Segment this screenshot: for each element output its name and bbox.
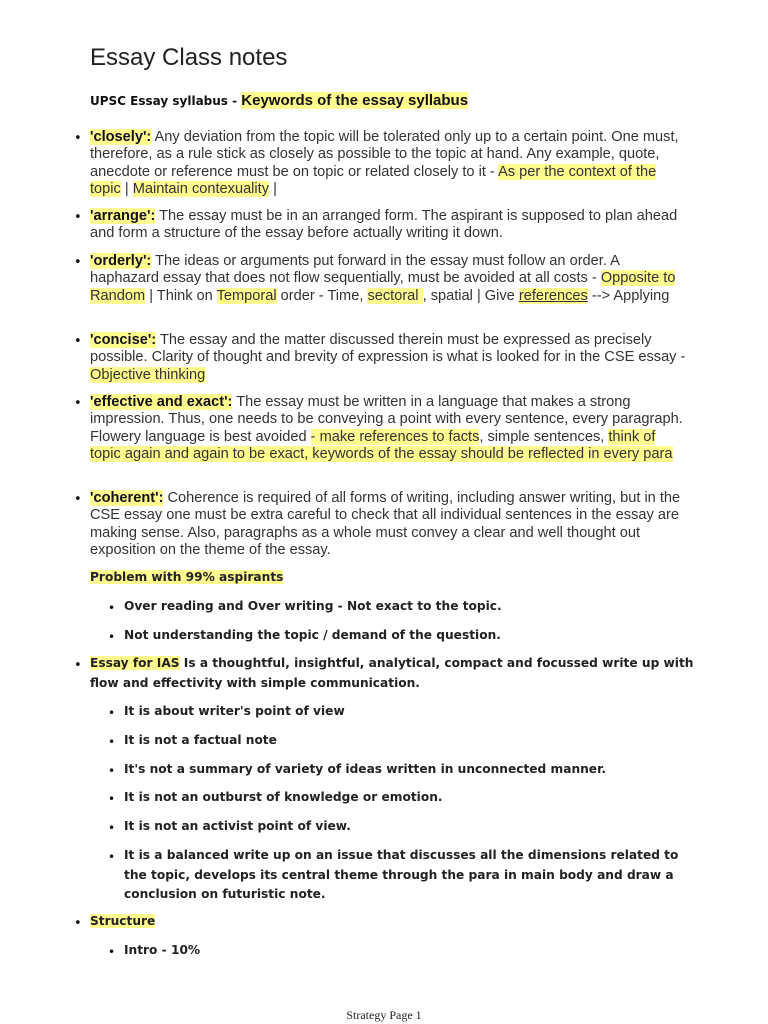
bullet-marker: • bbox=[74, 255, 82, 270]
text: --> Applying bbox=[587, 287, 670, 304]
bullet-marker: • bbox=[108, 630, 116, 644]
bullet-marker: • bbox=[74, 131, 82, 146]
text: | Think on bbox=[145, 287, 217, 304]
point-coherent bbox=[90, 490, 690, 560]
term-closely: 'closely': bbox=[90, 129, 152, 145]
ias-text: Is a thoughtful, insightful, analytical, compact and focussed write up with flow and effectivity with simple communication. bbox=[90, 656, 694, 690]
ias-point: It is a balanced write up on an issue that discusses all the dimensions related to the topic, develops its central theme through the para in main body and draw a conclusion on futuristic note. bbox=[124, 848, 679, 901]
text: The essay and the matter discussed therein must be expressed as precisely possible. Clarity of thought and brevity of expression is what is looked for in the CSE essay - bbox=[90, 332, 686, 366]
bullet-marker: • bbox=[108, 792, 116, 806]
highlight: Objective thinking bbox=[90, 366, 206, 383]
text: , spatial | Give bbox=[422, 287, 519, 304]
highlight: sectoral bbox=[367, 287, 423, 304]
essay-for-ias bbox=[90, 654, 696, 693]
ias-point: It is not an outburst of knowledge or emotion. bbox=[124, 790, 443, 804]
page-footer: Strategy Page 1 bbox=[346, 1008, 422, 1022]
page-title: Essay Class notes bbox=[90, 44, 288, 71]
text: | bbox=[269, 181, 277, 198]
problem-point: Not understanding the topic / demand of the question. bbox=[124, 628, 501, 642]
problem-heading-text: Problem with 99% aspirants bbox=[90, 570, 284, 584]
point-effective-exact bbox=[90, 394, 690, 464]
highlight: As per the context of the topic bbox=[90, 163, 657, 198]
bullet-marker: • bbox=[74, 396, 82, 411]
point-orderly bbox=[90, 253, 690, 305]
highlight: Opposite to Random bbox=[90, 270, 676, 304]
term-orderly: 'orderly': bbox=[90, 253, 152, 269]
syllabus-line bbox=[90, 92, 468, 109]
structure-heading bbox=[90, 912, 155, 932]
structure-point: Intro - 10% bbox=[124, 943, 201, 957]
highlight: think of topic again and again to be exact, keywords of the essay should be reflected in every para bbox=[90, 428, 673, 463]
bullet-marker: • bbox=[108, 601, 116, 615]
text: The essay must be written in a language that makes a strong impression. Thus, one needs to be conveying a point with every sentence, every paragraph. Flowery language is best avoided bbox=[90, 394, 683, 445]
text: The essay must be in an arranged form. The aspirant is supposed to plan ahead and form a structure of the essay before actually writing it down. bbox=[90, 208, 678, 242]
point-concise bbox=[90, 332, 690, 384]
bullet-marker: • bbox=[74, 334, 82, 349]
highlight-link: references bbox=[518, 287, 588, 304]
term-effective-exact: 'effective and exact': bbox=[90, 394, 233, 410]
bullet-marker: • bbox=[74, 492, 82, 507]
bullet-marker: • bbox=[108, 764, 116, 778]
ias-point: It is about writer's point of view bbox=[124, 704, 345, 718]
point-arrange bbox=[90, 208, 690, 243]
ias-point: It is not an activist point of view. bbox=[124, 819, 351, 833]
syllabus-keywords: Keywords of the essay syllabus bbox=[241, 92, 469, 109]
ias-point: It is not a factual note bbox=[124, 733, 277, 747]
text: order - Time, bbox=[276, 287, 368, 304]
ias-label: Essay for IAS bbox=[90, 656, 180, 670]
text: Any deviation from the topic will be tolerated only up to a certain point. One must, therefore, as a rule stick as closely as possible to the topic at hand. Any example, quote, anecdote or reference must be on topic or related closely to it - bbox=[90, 129, 679, 180]
bullet-marker: • bbox=[108, 706, 116, 720]
highlight: Maintain contexuality bbox=[132, 181, 270, 198]
term-coherent: 'coherent': bbox=[90, 490, 164, 506]
bullet-marker: • bbox=[108, 850, 116, 864]
ias-point: It's not a summary of variety of ideas written in unconnected manner. bbox=[124, 762, 606, 776]
text: The ideas or arguments put forward in the essay must follow an order. A haphazard essay that does not flow sequentially, must be avoided at all costs - bbox=[90, 253, 620, 287]
bullet-marker: • bbox=[74, 658, 82, 673]
problem-heading bbox=[90, 568, 283, 588]
bullet-marker: • bbox=[108, 735, 116, 749]
bullet-marker: • bbox=[74, 916, 82, 931]
bullet-marker: • bbox=[74, 210, 82, 225]
term-arrange: 'arrange': bbox=[90, 208, 156, 224]
text: , simple sentences, bbox=[479, 428, 609, 445]
term-concise: 'concise': bbox=[90, 332, 157, 348]
point-closely bbox=[90, 129, 690, 199]
highlight: - make references to facts bbox=[310, 428, 480, 445]
bullet-marker: • bbox=[108, 821, 116, 835]
text: | bbox=[120, 181, 133, 198]
structure-label: Structure bbox=[90, 914, 156, 928]
syllabus-label: UPSC Essay syllabus - bbox=[90, 94, 242, 108]
highlight: Temporal bbox=[216, 287, 277, 304]
text: Coherence is required of all forms of writing, including answer writing, but in the CSE essay one must be extra careful to check that all individual sentences in the essay are making sense. Also, paragraphs as a whole must convey a clear and well thought out exposition on the theme of the essay. bbox=[90, 490, 681, 559]
bullet-marker: • bbox=[108, 945, 116, 959]
problem-point: Over reading and Over writing - Not exact to the topic. bbox=[124, 599, 502, 613]
